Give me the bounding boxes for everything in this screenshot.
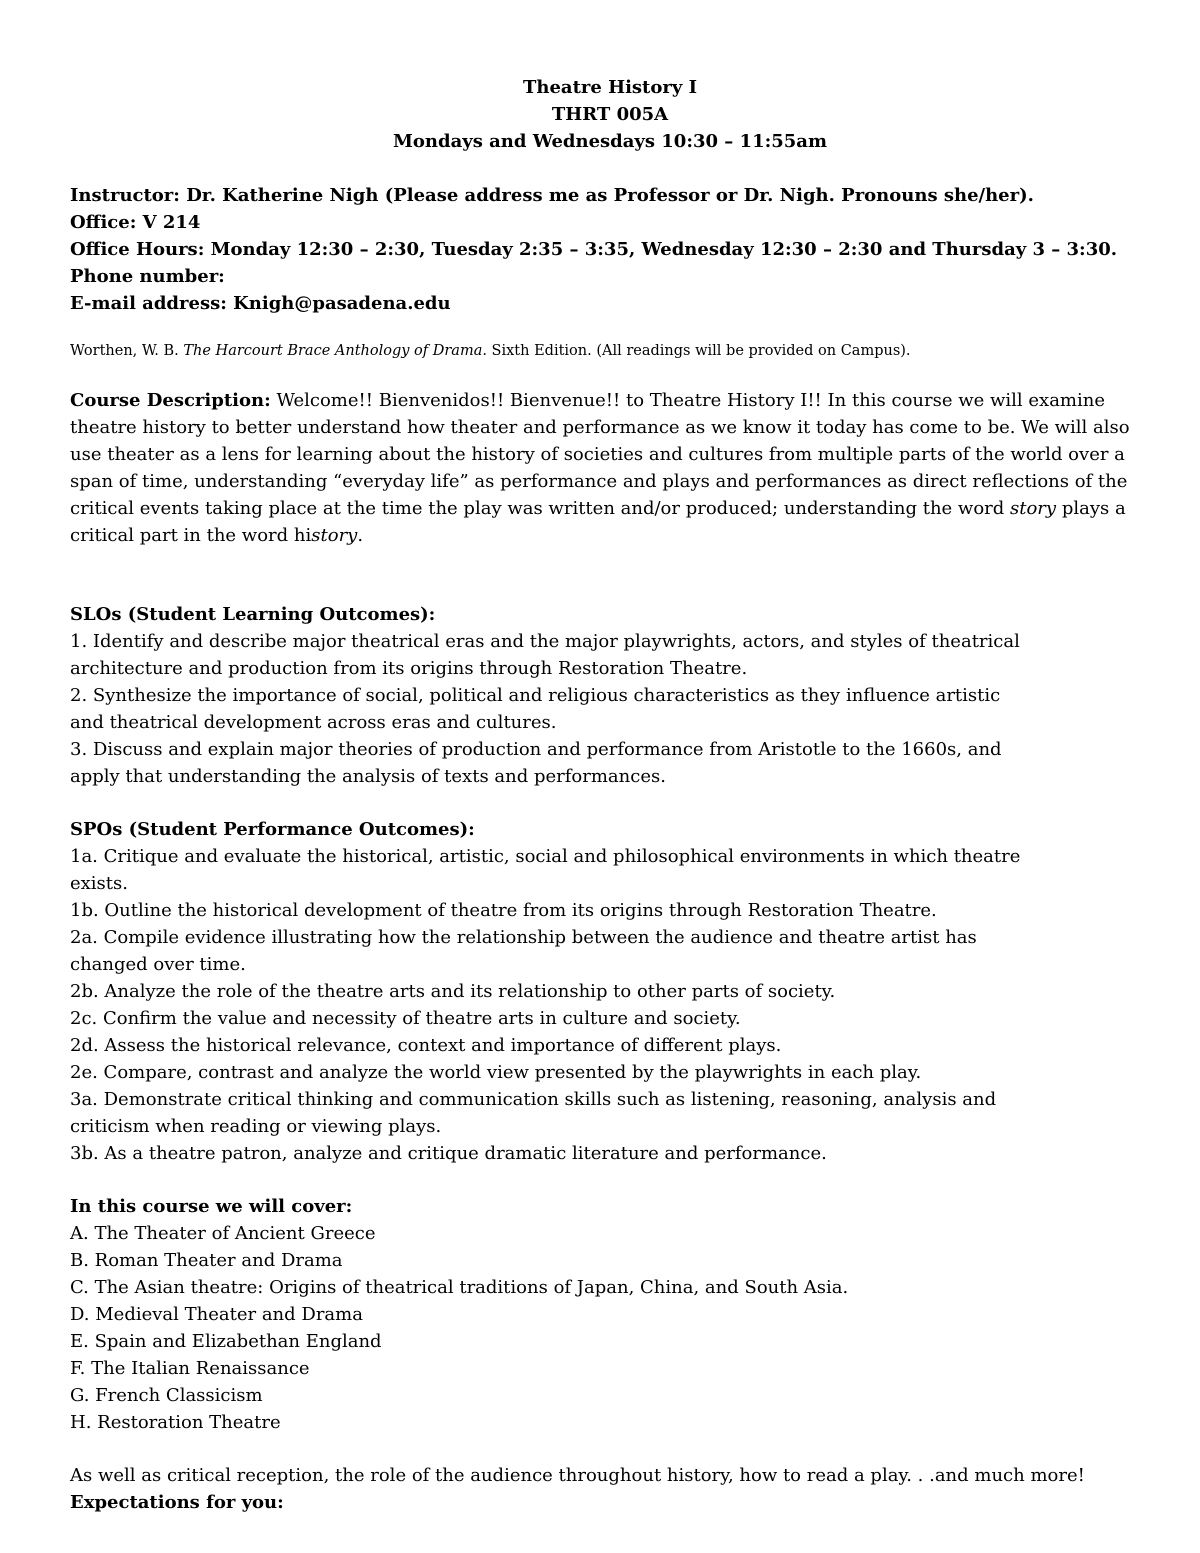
textbook-author: Worthen, W. B.: [70, 343, 184, 359]
syllabus-page: [70, 74, 1150, 1516]
course-header: [70, 74, 1150, 155]
textbook-citation: [70, 341, 1150, 361]
course-schedule: Mondays and Wednesdays 10:30 – 11:55am: [392, 131, 828, 152]
course-description-text-2: plays a critical part in the word: [70, 498, 1126, 546]
expectations-heading: Expectations for you:: [70, 1492, 284, 1513]
list-item: 2c. Confirm the value and necessity of theatre arts in culture and society.: [70, 1008, 741, 1029]
course-code: THRT 005A: [551, 104, 669, 125]
spos-section: [70, 816, 1150, 1167]
list-item: architecture and production from its origins through Restoration Theatre.: [70, 658, 748, 679]
list-item: 2e. Compare, contrast and analyze the world view presented by the playwrights in each play.: [70, 1062, 922, 1083]
list-item: B. Roman Theater and Drama: [70, 1250, 343, 1271]
list-item: 3a. Demonstrate critical thinking and communication skills such as listening, reasoning, analysis and: [70, 1089, 997, 1110]
closing-text: As well as critical reception, the role of the audience throughout history, how to read a play. . .and much more!: [70, 1465, 1085, 1486]
closing-section: [70, 1462, 1150, 1516]
contact-info: [70, 182, 1150, 317]
course-description-period: .: [357, 525, 364, 546]
coverage-section: [70, 1193, 1150, 1436]
list-item: H. Restoration Theatre: [70, 1412, 281, 1433]
list-item: 2b. Analyze the role of the theatre arts and its relationship to other parts of society.: [70, 981, 836, 1002]
coverage-list: [70, 1220, 1150, 1436]
phone-line: Phone number:: [70, 266, 225, 287]
list-item: apply that understanding the analysis of texts and performances.: [70, 766, 666, 787]
list-item: E. Spain and Elizabethan England: [70, 1331, 382, 1352]
list-item: 3. Discuss and explain major theories of production and performance from Aristotle to the 1660s, and: [70, 739, 1002, 760]
spos-list: [70, 843, 1150, 1167]
spos-heading: SPOs (Student Performance Outcomes):: [70, 819, 475, 840]
office-line: Office: V 214: [70, 212, 201, 233]
italic-story: story: [1010, 498, 1057, 519]
italic-story-2: story: [311, 525, 358, 546]
list-item: 1b. Outline the historical development of theatre from its origins through Restoration Theatre.: [70, 900, 937, 921]
list-item: D. Medieval Theater and Drama: [70, 1304, 363, 1325]
office-hours-line: Office Hours: Monday 12:30 – 2:30, Tuesday 2:35 – 3:35, Wednesday 12:30 – 2:30 and Thursday 3 – 3:30.: [70, 239, 1118, 260]
course-description-text: Welcome!! Bienvenidos!! Bienvenue!! to Theatre History I!! In this course we will examine theatre history to better understand how theater and performance as we know it today has come to be. We will also use theater as a lens for learning about the history of societies and cultures from multiple parts of the world over a span of time, understanding “everyday life” as performance and plays and performances as direct reflections of the critical events taking place at the time the play was written and/or produced; understanding the word: [70, 390, 1130, 519]
list-item: 2a. Compile evidence illustrating how the relationship between the audience and theatre artist has: [70, 927, 977, 948]
slos-list: [70, 628, 1150, 790]
textbook-title: The Harcourt Brace Anthology of Drama: [183, 343, 483, 359]
list-item: A. The Theater of Ancient Greece: [70, 1223, 376, 1244]
textbook-edition: . Sixth Edition. (All readings will be provided on Campus).: [482, 343, 911, 359]
list-item: 1a. Critique and evaluate the historical, artistic, social and philosophical environments in which theatre: [70, 846, 1021, 867]
course-description-text-3: hi: [293, 525, 312, 546]
list-item: G. French Classicism: [70, 1385, 263, 1406]
list-item: and theatrical development across eras and cultures.: [70, 712, 557, 733]
list-item: 1. Identify and describe major theatrical eras and the major playwrights, actors, and styles of theatrical: [70, 631, 1020, 652]
course-description: [70, 387, 1135, 549]
list-item: F. The Italian Renaissance: [70, 1358, 310, 1379]
slos-heading: SLOs (Student Learning Outcomes):: [70, 604, 436, 625]
list-item: 3b. As a theatre patron, analyze and critique dramatic literature and performance.: [70, 1143, 827, 1164]
list-item: 2d. Assess the historical relevance, context and importance of different plays.: [70, 1035, 782, 1056]
course-title: Theatre History I: [522, 77, 698, 98]
list-item: changed over time.: [70, 954, 246, 975]
slos-section: [70, 601, 1150, 790]
list-item: C. The Asian theatre: Origins of theatrical traditions of Japan, China, and South Asia.: [70, 1277, 849, 1298]
email-line: E-mail address: Knigh@pasadena.edu: [70, 293, 451, 314]
list-item: exists.: [70, 873, 128, 894]
instructor-line: Instructor: Dr. Katherine Nigh (Please address me as Professor or Dr. Nigh. Pronouns she/her).: [70, 185, 1034, 206]
course-description-label: Course Description:: [70, 390, 271, 411]
coverage-heading: In this course we will cover:: [70, 1196, 353, 1217]
list-item: criticism when reading or viewing plays.: [70, 1116, 442, 1137]
list-item: 2. Synthesize the importance of social, political and religious characteristics as they influence artistic: [70, 685, 1001, 706]
